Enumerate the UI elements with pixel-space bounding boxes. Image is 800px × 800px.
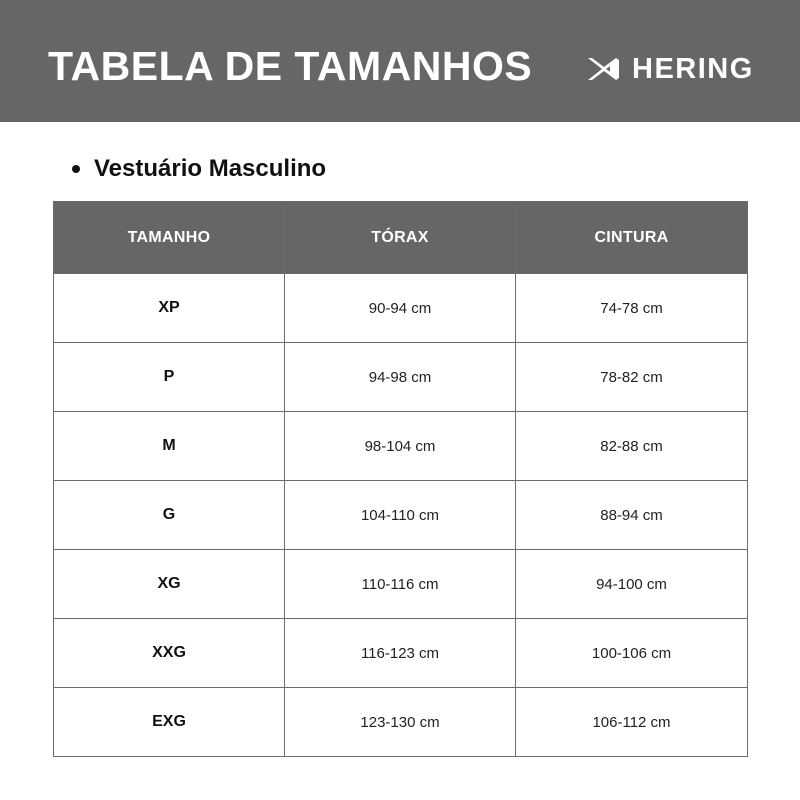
table-row xyxy=(54,619,748,688)
waist-cell: 88-94 cm xyxy=(516,481,748,550)
waist-cell: 94-100 cm xyxy=(516,550,748,619)
chest-cell: 94-98 cm xyxy=(285,343,516,412)
chest-cell: 123-130 cm xyxy=(285,688,516,757)
column-header-chest: TÓRAX xyxy=(285,202,516,274)
brand-name: HERING xyxy=(632,53,754,85)
chest-cell: 110-116 cm xyxy=(285,550,516,619)
column-header-waist: CINTURA xyxy=(516,202,748,274)
page-title: TABELA DE TAMANHOS xyxy=(48,43,533,89)
table-row xyxy=(54,550,748,619)
size-cell: G xyxy=(54,481,285,550)
table-row xyxy=(54,412,748,481)
size-cell: XG xyxy=(54,550,285,619)
table-row xyxy=(54,481,748,550)
size-cell: M xyxy=(54,412,285,481)
waist-cell: 100-106 cm xyxy=(516,619,748,688)
table-header-row xyxy=(54,202,748,274)
waist-cell: 106-112 cm xyxy=(516,688,748,757)
hering-fish-logo-icon xyxy=(586,56,620,82)
chest-cell: 98-104 cm xyxy=(285,412,516,481)
column-header-size: TAMANHO xyxy=(54,202,285,274)
size-table xyxy=(53,201,748,757)
section-title: Vestuário Masculino xyxy=(94,155,327,182)
table-row xyxy=(54,274,748,343)
chest-cell: 116-123 cm xyxy=(285,619,516,688)
brand-logo xyxy=(586,52,754,86)
chest-cell: 90-94 cm xyxy=(285,274,516,343)
table-row xyxy=(54,343,748,412)
header-banner xyxy=(0,0,800,122)
chest-cell: 104-110 cm xyxy=(285,481,516,550)
bullet-icon xyxy=(72,165,80,173)
size-cell: XP xyxy=(54,274,285,343)
size-cell: EXG xyxy=(54,688,285,757)
section-heading xyxy=(72,152,326,186)
table-row xyxy=(54,688,748,757)
waist-cell: 78-82 cm xyxy=(516,343,748,412)
waist-cell: 74-78 cm xyxy=(516,274,748,343)
size-cell: XXG xyxy=(54,619,285,688)
size-cell: P xyxy=(54,343,285,412)
waist-cell: 82-88 cm xyxy=(516,412,748,481)
